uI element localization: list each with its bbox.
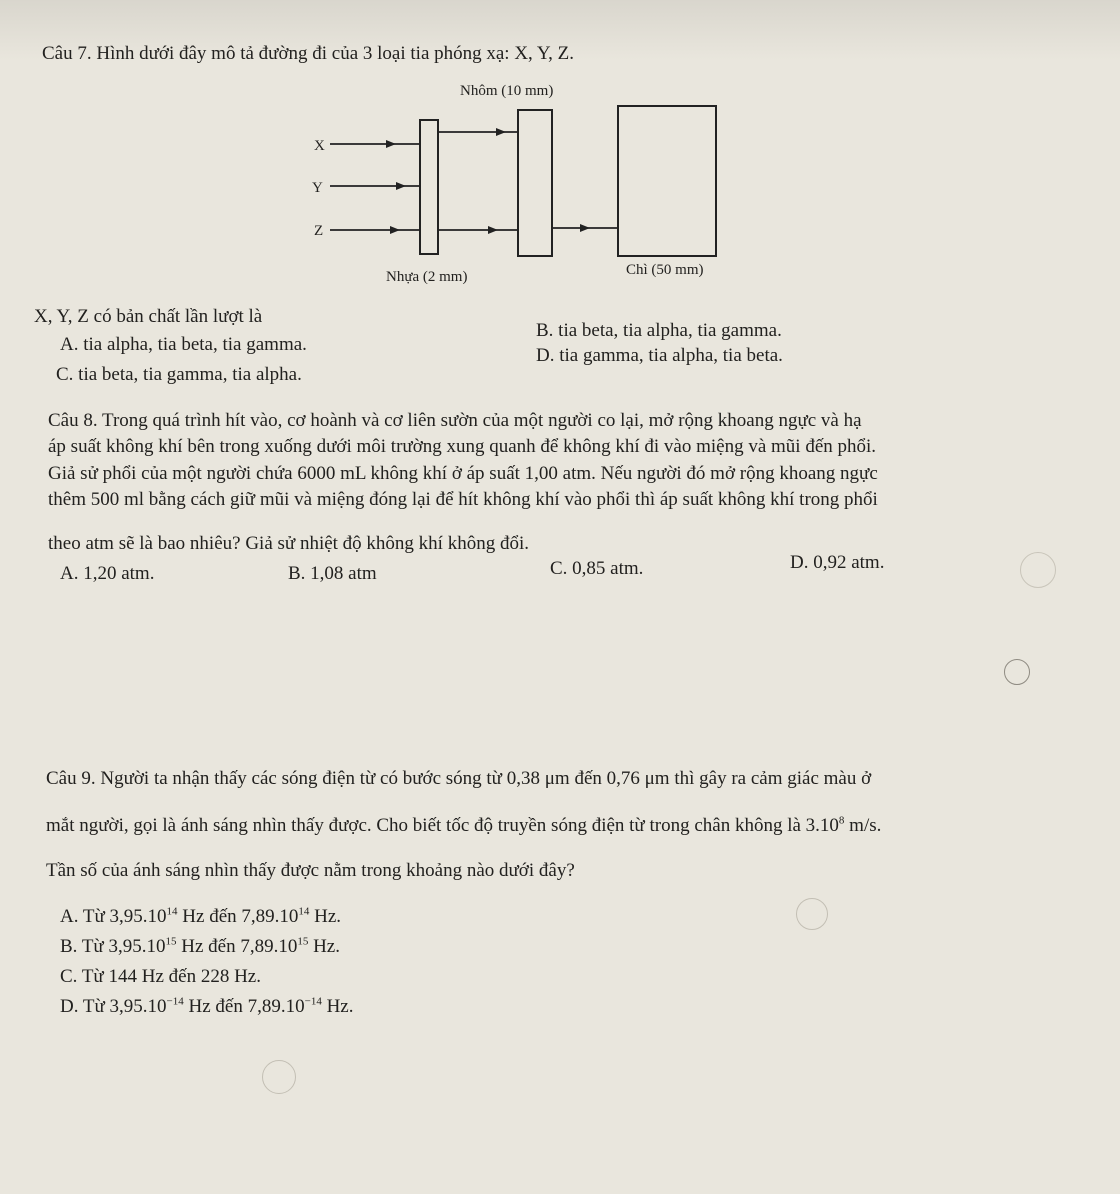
- margin-circle-mark: [1020, 552, 1056, 588]
- q9-option-b: B. Từ 3,95.10$^{15}$ Hz đến 7,89.10$^{15}$ Hz.: [60, 935, 340, 957]
- ray-z-arrow2: [488, 226, 498, 234]
- q8-line-1: Câu 8. Trong quá trình hít vào, cơ hoành và cơ liên sườn của một người co lại, mở rộng khoang ngực và hạ: [48, 410, 862, 431]
- plastic-slab: [420, 120, 438, 254]
- q8-line-2: áp suất không khí bên trong xuống dưới môi trường xung quanh để không khí đi vào miệng và mũi đến phổi.: [48, 436, 877, 457]
- q9-option-a: A. Từ 3,95.10$^{14}$ Hz đến 7,89.10$^{14}$ Hz.: [60, 905, 342, 927]
- margin-circle-mark: [796, 898, 828, 930]
- speed-unit: m/s.: [849, 815, 882, 836]
- q8-option-c: C. 0,85 atm.: [550, 558, 644, 579]
- q7-option-d: D. tia gamma, tia alpha, tia beta.: [536, 345, 783, 366]
- speed-value: 3.10$^8$: [805, 814, 845, 836]
- ray-y-arrow: [396, 182, 406, 190]
- q7-title: Câu 7. Hình dưới đây mô tả đường đi của 3 loại tia phóng xạ: X, Y, Z.: [42, 43, 574, 64]
- label-plastic: Nhựa (2 mm): [386, 269, 468, 284]
- aluminum-slab: [518, 110, 552, 256]
- radiation-diagram: [300, 84, 740, 284]
- q9-line-3: Tần số của ánh sáng nhìn thấy được nằm trong khoảng nào dưới đây?: [46, 860, 575, 881]
- q9-line-2-text: mắt người, gọi là ánh sáng nhìn thấy được. Cho biết tốc độ truyền sóng điện từ trong chân không là: [46, 815, 801, 836]
- q9-line-1: Câu 9. Người ta nhận thấy các sóng điện từ có bước sóng từ 0,38 μm đến 0,76 μm thì gây ra cảm giác màu ở: [46, 768, 872, 789]
- q8-line-4: thêm 500 ml bằng cách giữ mũi và miệng đóng lại để hít không khí vào phổi thì áp suất không khí trong phổi: [48, 489, 878, 510]
- ray-z-arrow3: [580, 224, 590, 232]
- ray-x-arrow2: [496, 128, 506, 136]
- q7-option-b: B. tia beta, tia alpha, tia gamma.: [536, 320, 782, 341]
- q7-option-c: C. tia beta, tia gamma, tia alpha.: [56, 364, 302, 385]
- ray-x-label: X: [314, 138, 325, 154]
- ray-z-arrow1: [390, 226, 400, 234]
- ray-x-arrow1: [386, 140, 396, 148]
- q8-line-5: theo atm sẽ là bao nhiêu? Giả sử nhiệt độ không khí không đổi.: [48, 533, 529, 554]
- lead-slab: [618, 106, 716, 256]
- q8-option-d: D. 0,92 atm.: [790, 552, 885, 573]
- q9-option-c: C. Từ 144 Hz đến 228 Hz.: [60, 966, 261, 987]
- ray-y-label: Y: [312, 180, 323, 196]
- q8-option-a: A. 1,20 atm.: [60, 563, 155, 584]
- margin-circle-mark: [262, 1060, 296, 1094]
- ray-z-label: Z: [314, 223, 324, 239]
- q8-option-b: B. 1,08 atm: [288, 563, 377, 584]
- label-aluminum: Nhôm (10 mm): [460, 84, 554, 99]
- q7-option-a: A. tia alpha, tia beta, tia gamma.: [60, 334, 307, 355]
- label-lead: Chì (50 mm): [626, 262, 704, 278]
- q8-line-3: Giả sử phổi của một người chứa 6000 mL không khí ở áp suất 1,00 atm. Nếu người đó mở rộng khoang ngực: [48, 463, 878, 484]
- q9-option-d: D. Từ $3,95.10^{-14}$ Hz đến $7,89.10^{-14}$ Hz.: [60, 995, 354, 1017]
- margin-circle-mark: [1004, 659, 1030, 685]
- q9-line-2: [46, 815, 881, 837]
- q7-stem: X, Y, Z có bản chất lần lượt là: [34, 306, 263, 327]
